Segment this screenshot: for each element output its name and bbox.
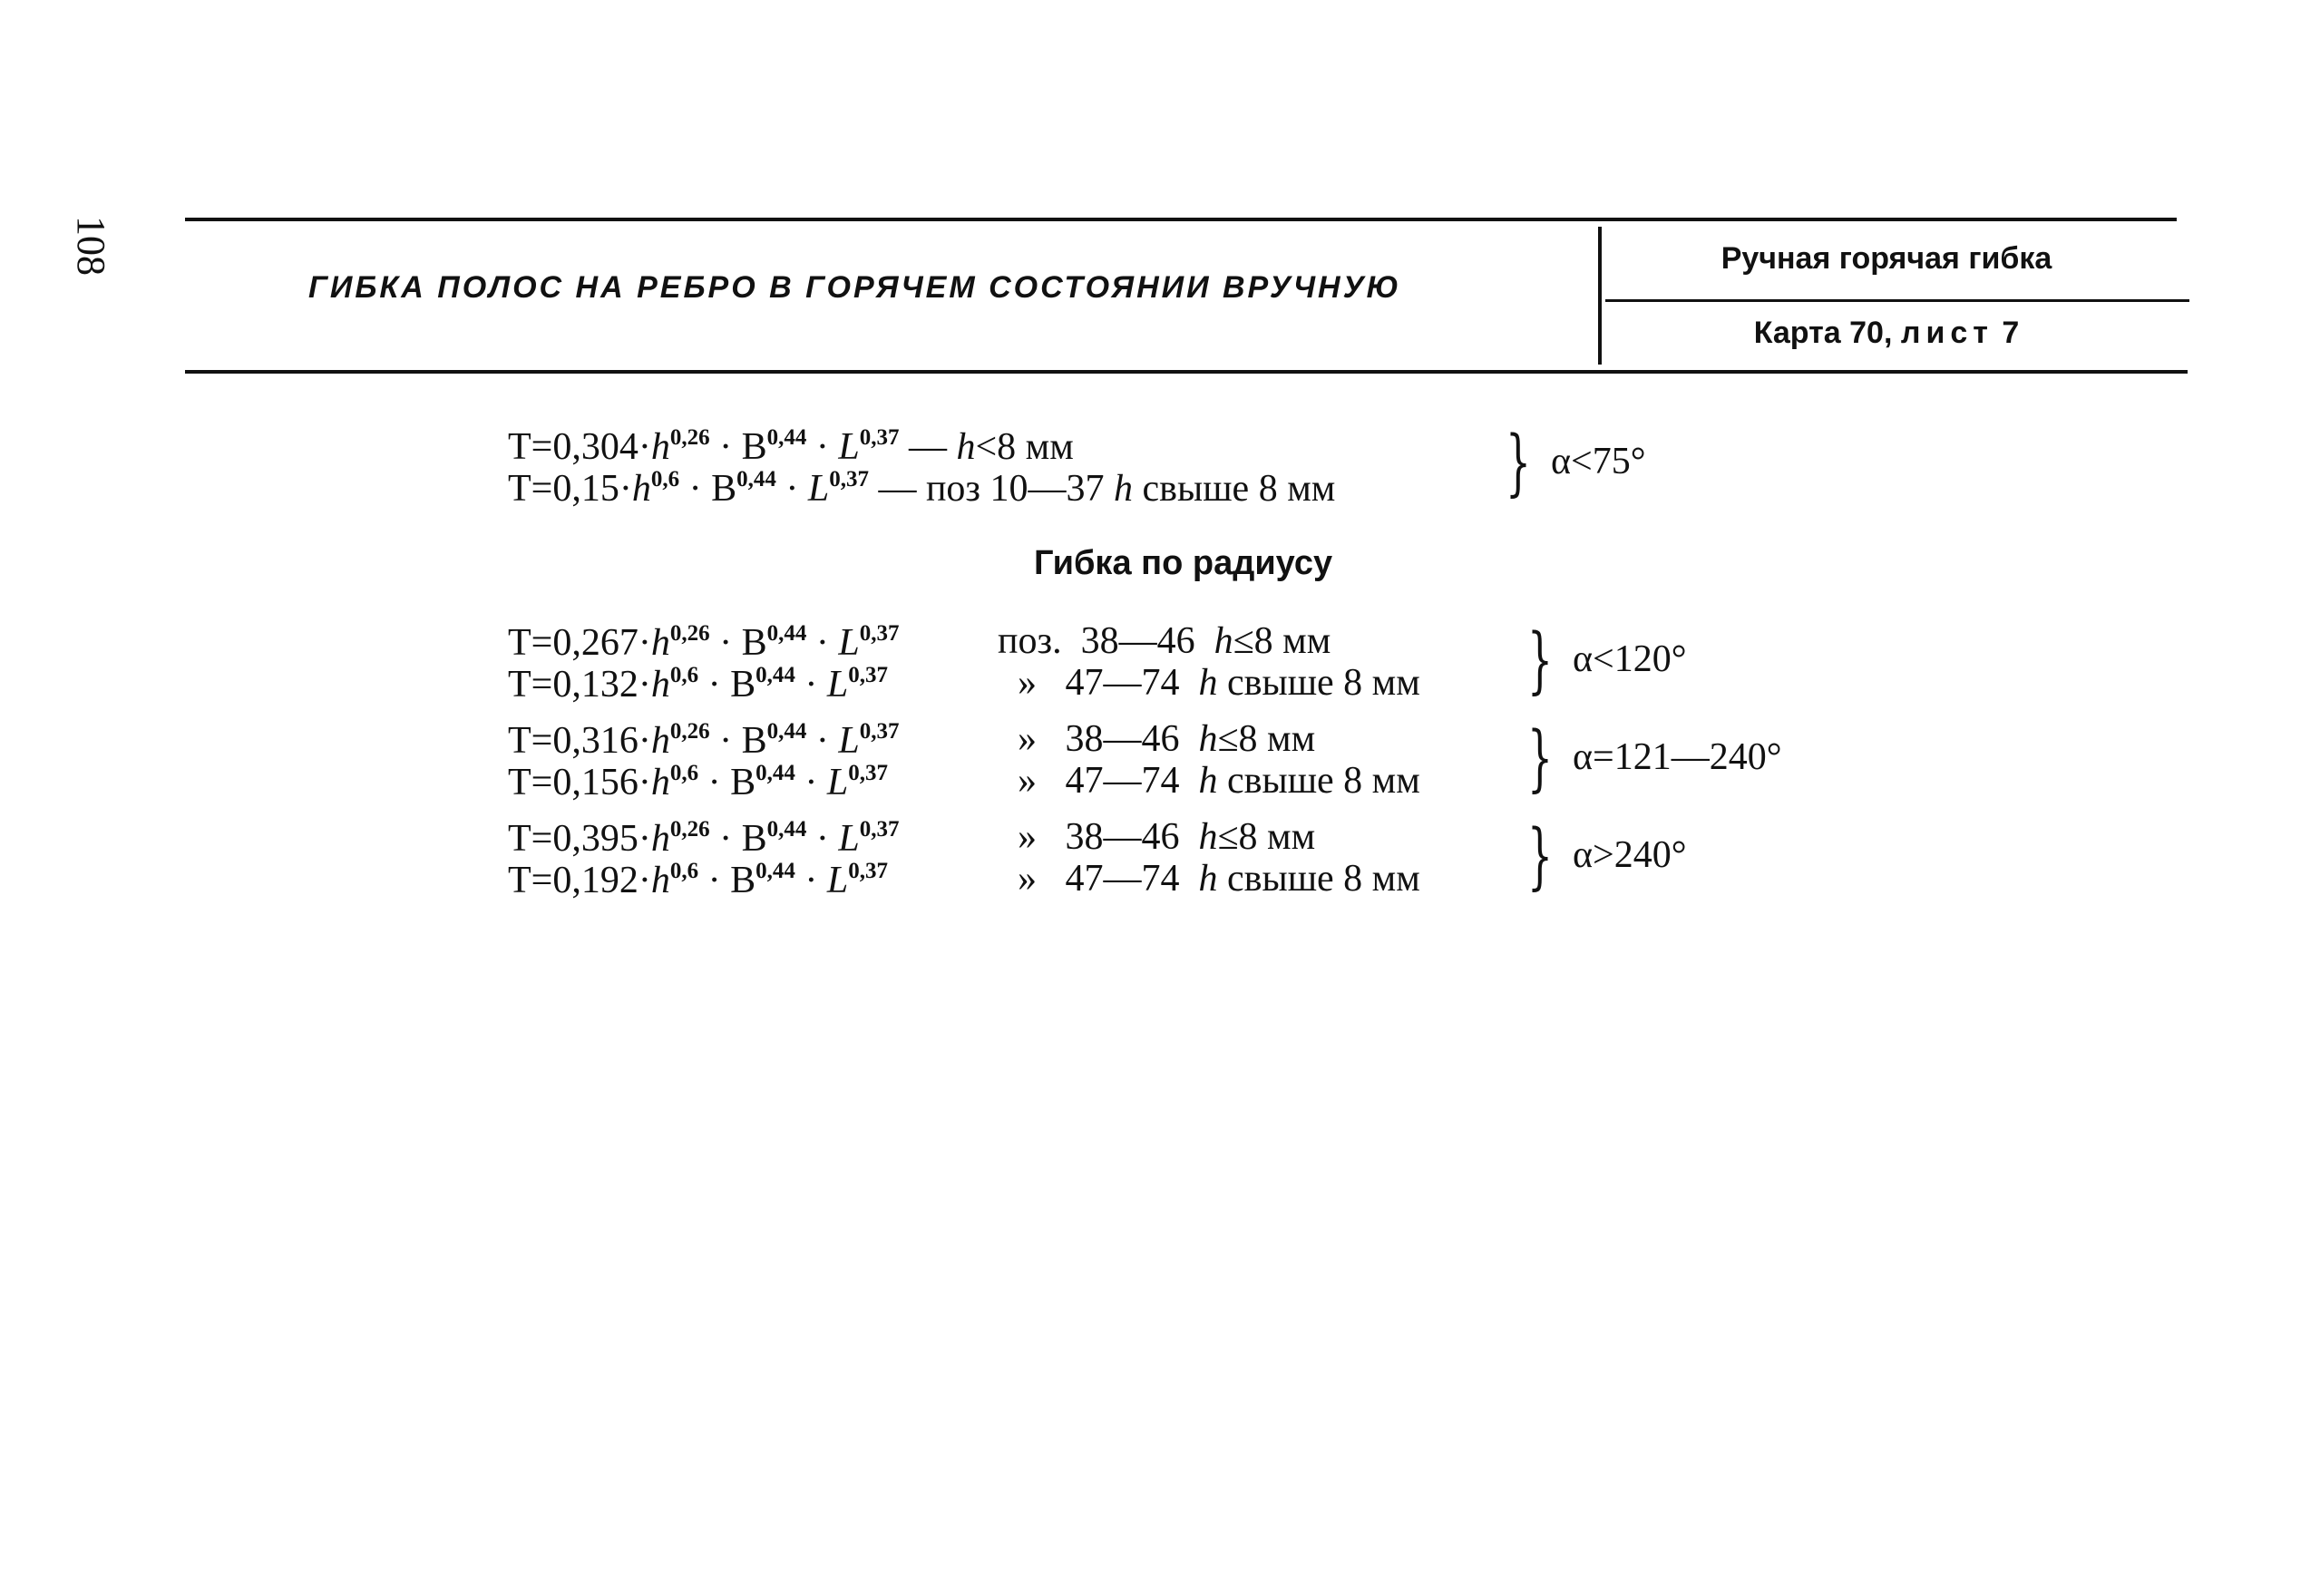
brace: } bbox=[1506, 420, 1531, 504]
formula-line: $Т=0,15\cdot h^{0,6} \cdot В^{0,44} \cdot L^{0,37}$ — поз 10—37 h свыше 8 мм bbox=[508, 467, 1336, 510]
formula-pos: » 47—74 h свыше 8 мм bbox=[1018, 760, 1420, 802]
sheet-label: лист bbox=[1900, 316, 1993, 350]
header-bottom-rule bbox=[185, 370, 2188, 374]
angle-condition: α<120° bbox=[1573, 638, 1687, 680]
card-sheet-label bbox=[1600, 316, 2173, 351]
page-title: ГИБКА ПОЛОС НА РЕБРО В ГОРЯЧЕМ СОСТОЯНИИ ВРУЧНУЮ bbox=[308, 270, 1402, 305]
angle-condition: α=121—240° bbox=[1573, 736, 1782, 778]
brace: } bbox=[1527, 715, 1553, 800]
formula-pos: » 47—74 h свыше 8 мм bbox=[1018, 662, 1420, 704]
header-top-rule bbox=[185, 218, 2177, 221]
formula-line: $Т=0,395\cdot h^{0,26} \cdot В^{0,44} \cdot L^{0,37}$ bbox=[508, 817, 900, 860]
formula-pos: » 38—46 h≤8 мм bbox=[1018, 816, 1316, 858]
formula-pos: » 38—46 h≤8 мм bbox=[1018, 718, 1316, 760]
operation-type: Ручная горячая гибка bbox=[1721, 241, 2052, 276]
angle-condition: α<75° bbox=[1551, 441, 1646, 482]
brace: } bbox=[1527, 618, 1553, 702]
formula-line: $Т=0,304\cdot h^{0,26} \cdot В^{0,44} \cdot L^{0,37}$ — h<8 мм bbox=[508, 425, 1074, 468]
formula-pos: » 47—74 h свыше 8 мм bbox=[1018, 858, 1420, 900]
sheet-number: 7 bbox=[2002, 316, 2020, 350]
angle-condition: α>240° bbox=[1573, 834, 1687, 876]
brace: } bbox=[1527, 813, 1553, 898]
header-right-divider bbox=[1605, 299, 2189, 302]
formula-line: $Т=0,267\cdot h^{0,26} \cdot В^{0,44} \cdot L^{0,37}$ bbox=[508, 621, 900, 664]
formula-line: $Т=0,316\cdot h^{0,26} \cdot В^{0,44} \cdot L^{0,37}$ bbox=[508, 719, 900, 762]
formula-line: $Т=0,132\cdot h^{0,6} \cdot В^{0,44} \cdot L^{0,37}$ bbox=[508, 663, 888, 706]
formula-pos: поз. 38—46 h≤8 мм bbox=[998, 620, 1331, 662]
page-number: 108 bbox=[69, 216, 113, 276]
section-title: Гибка по радиусу bbox=[1034, 544, 1333, 582]
card-label: Карта 70, bbox=[1753, 316, 1893, 350]
formula-line: $Т=0,156\cdot h^{0,6} \cdot В^{0,44} \cdot L^{0,37}$ bbox=[508, 761, 888, 803]
formula-line: $Т=0,192\cdot h^{0,6} \cdot В^{0,44} \cdot L^{0,37}$ bbox=[508, 859, 888, 901]
